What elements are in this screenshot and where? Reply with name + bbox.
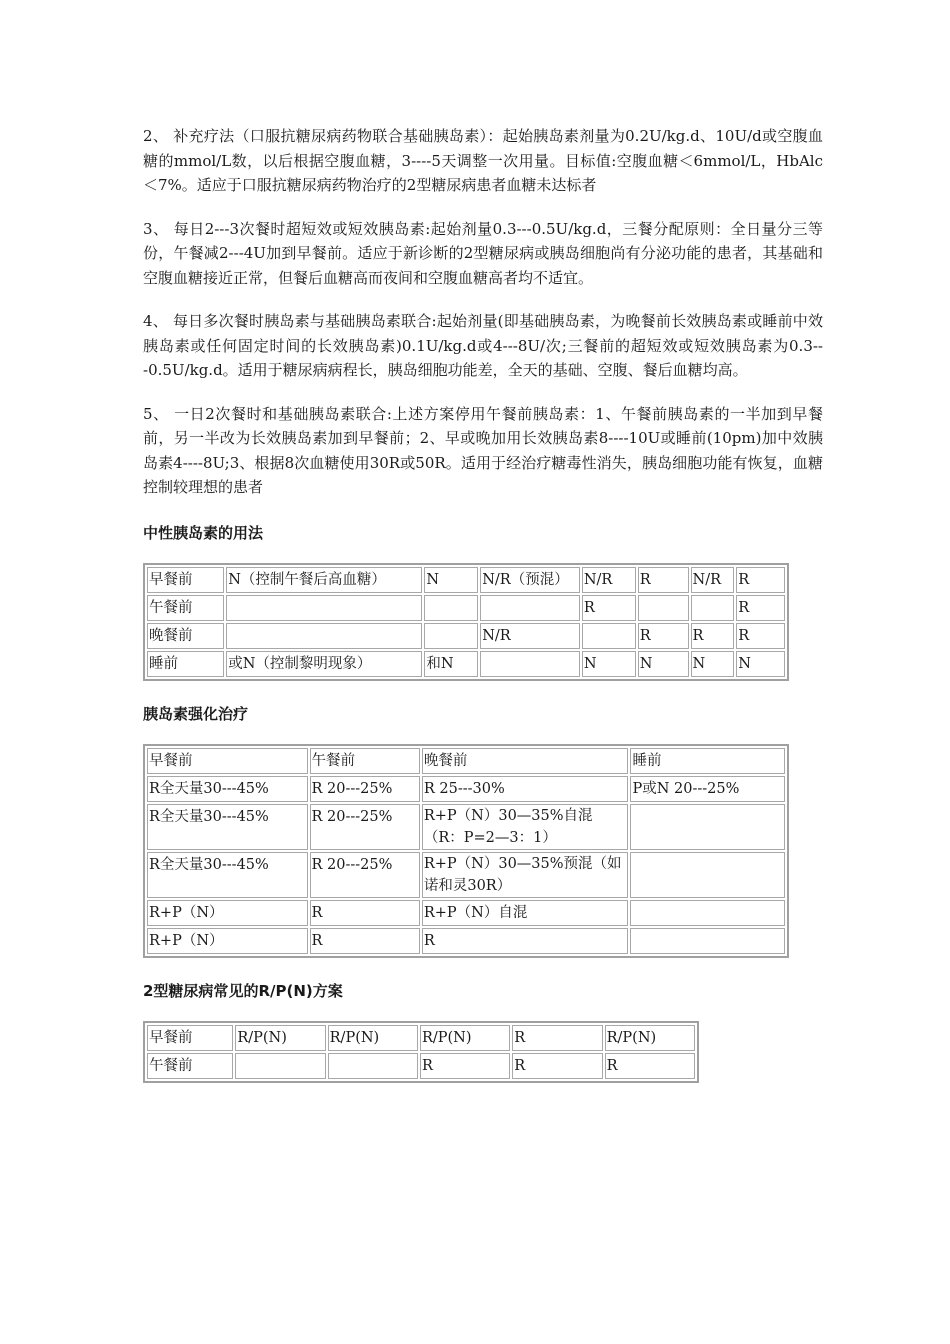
paragraph-4: 4、 每日多次餐时胰岛素与基础胰岛素联合:起始剂量(即基础胰岛素，为晚餐前长效胰岛素或睡前中效胰岛素或任何固定时间的长效胰岛素)0.1U/kg.d或4---8U/次;三餐前的超短效或短效胰岛素为0.3---0.5U/kg.d。适用于糖尿病病程长，胰岛细胞功能差，全天的基础、空腹、餐后血糖均高。 [143, 312, 823, 379]
table-cell: 午餐前 [147, 595, 224, 621]
table-cell: N/R [691, 567, 735, 593]
table-cell: N（控制午餐后高血糖） [226, 567, 422, 593]
table-cell [424, 623, 478, 649]
table-cell: P或N 20---25% [630, 776, 785, 802]
table-row [147, 900, 785, 926]
table-cell [480, 651, 580, 677]
table-row [147, 852, 785, 898]
table-cell [630, 900, 785, 926]
table-cell [691, 595, 735, 621]
table-cell: 或N（控制黎明现象） [226, 651, 422, 677]
table-row [147, 748, 785, 774]
table-row [147, 928, 785, 954]
table-cell: 晚餐前 [422, 748, 629, 774]
table-cell: R 20---25% [310, 776, 420, 802]
table-cell [226, 595, 422, 621]
paragraph-3: 3、 每日2---3次餐时超短效或短效胰岛素:起始剂量0.3---0.5U/kg.d，三餐分配原则：全日量分三等份，午餐减2---4U加到早餐前。适应于新诊断的2型糖尿病或胰岛细胞尚有分泌功能的患者，其基础和空腹血糖接近正常，但餐后血糖高而夜间和空腹血糖高者均不适宜。 [143, 219, 823, 287]
table-cell: R+P（N） [147, 928, 308, 954]
paragraph-5: 5、 一日2次餐时和基础胰岛素联合:上述方案停用午餐前胰岛素：1、午餐前胰岛素的一半加到早餐前，另一半改为长效胰岛素加到早餐前；2、早或晚加用长效胰岛素8----10U或睡前(10pm)加中效胰岛素4----8U;3、根据8次血糖使用30R或50R。适用于经治疗糖毒性消失，胰岛细胞功能有恢复，血糖控制较理想的患者 [143, 404, 823, 496]
table-cell: R 20---25% [310, 852, 420, 898]
section-title-neutral-insulin: 中性胰岛素的用法 [143, 523, 264, 542]
table-cell [328, 1053, 418, 1079]
table-cell: R+P（N） [147, 900, 308, 926]
table-cell: 早餐前 [147, 1025, 233, 1051]
table-cell: 早餐前 [147, 567, 224, 593]
table-cell: R [512, 1025, 602, 1051]
document-body [143, 124, 823, 1083]
table-cell [424, 595, 478, 621]
table-cell: R [638, 567, 689, 593]
table-cell [630, 928, 785, 954]
table-cell: 午餐前 [310, 748, 420, 774]
table-cell: R [691, 623, 735, 649]
table-cell: N [582, 651, 636, 677]
table-cell: 午餐前 [147, 1053, 233, 1079]
table-cell: R/P(N) [328, 1025, 418, 1051]
table-cell: R/P(N) [235, 1025, 325, 1051]
table-intensive-therapy [143, 744, 789, 958]
table-cell: N/R（预混） [480, 567, 580, 593]
table-cell: R全天量30---45% [147, 852, 308, 898]
table-cell: R [310, 928, 420, 954]
table-cell: N [424, 567, 478, 593]
table-neutral-insulin [143, 563, 789, 681]
table-cell: R [605, 1053, 695, 1079]
table-cell: 晚餐前 [147, 623, 224, 649]
table-cell [480, 595, 580, 621]
table-cell: R 20---25% [310, 804, 420, 850]
table-row [147, 567, 785, 593]
table-cell: R+P（N）30—35%预混（如诺和灵30R） [422, 852, 629, 898]
table-cell: 和N [424, 651, 478, 677]
table-cell: 早餐前 [147, 748, 308, 774]
table-cell: R 25---30% [422, 776, 629, 802]
table-cell: R [512, 1053, 602, 1079]
section-title-rpn-regimens: 2型糖尿病常见的R/P(N)方案 [143, 981, 343, 1000]
table-cell: R全天量30---45% [147, 804, 308, 850]
table-cell [235, 1053, 325, 1079]
section-title-intensive-therapy: 胰岛素强化治疗 [143, 704, 249, 723]
table-cell: N [736, 651, 785, 677]
table-cell: R/P(N) [420, 1025, 510, 1051]
table-cell [630, 804, 785, 850]
table-cell: N [691, 651, 735, 677]
table-cell [638, 595, 689, 621]
table-cell: R [420, 1053, 510, 1079]
table-row [147, 1025, 695, 1051]
table-cell: R全天量30---45% [147, 776, 308, 802]
table-cell: R [736, 595, 785, 621]
table-cell: R/P(N) [605, 1025, 695, 1051]
table-cell: R [736, 623, 785, 649]
table-cell: R [310, 900, 420, 926]
table-cell: 睡前 [147, 651, 224, 677]
table-row [147, 595, 785, 621]
table-row [147, 623, 785, 649]
table-cell: N/R [480, 623, 580, 649]
table-cell: R [582, 595, 636, 621]
table-row [147, 804, 785, 850]
table-cell [630, 852, 785, 898]
table-row [147, 776, 785, 802]
table-cell [226, 623, 422, 649]
table-cell: N [638, 651, 689, 677]
table-rpn-regimens [143, 1021, 699, 1083]
table-cell: 睡前 [630, 748, 785, 774]
table-row [147, 1053, 695, 1079]
table-cell: N/R [582, 567, 636, 593]
table-cell [582, 623, 636, 649]
table-cell: R+P（N）30—35%自混（R：P=2—3：1） [422, 804, 629, 850]
table-row [147, 651, 785, 677]
paragraph-2: 2、 补充疗法（口服抗糖尿病药物联合基础胰岛素）：起始胰岛素剂量为0.2U/kg.d、10U/d或空腹血糖的mmol/L数，以后根据空腹血糖，3----5天调整一次用量。目标值:空腹血糖＜6mmol/L，HbAlc＜7%。适应于口服抗糖尿病药物治疗的2型糖尿病患者血糖未达标者 [143, 127, 823, 194]
table-cell: R [422, 928, 629, 954]
table-cell: R [638, 623, 689, 649]
table-cell: R+P（N）自混 [422, 900, 629, 926]
table-cell: R [736, 567, 785, 593]
